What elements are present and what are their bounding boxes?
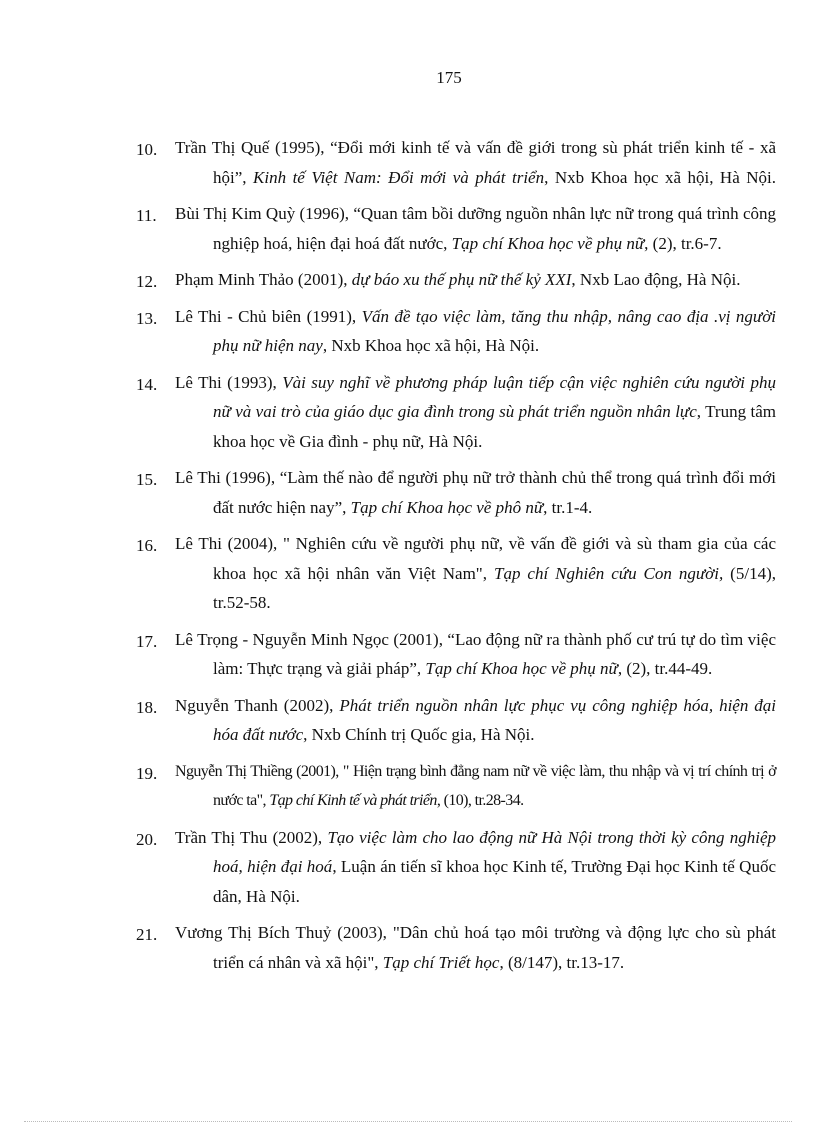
reference-number: 19. bbox=[136, 763, 158, 783]
reference-list bbox=[0, 133, 816, 984]
reference-number: 12. bbox=[136, 272, 158, 291]
reference-author-title: Vương Thị Bích Thuỷ (2003), "Dân chủ hoá tạo môi trường và động lực cho sù phát triển cá nhân và xã hội", bbox=[175, 923, 776, 972]
reference-text bbox=[175, 199, 776, 258]
reference-author-title: Nguyễn Thanh (2002), bbox=[175, 695, 340, 715]
reference-source: Tạp chí Nghiên cứu Con người, bbox=[493, 563, 724, 583]
reference-text bbox=[175, 823, 776, 912]
reference-author-title: Trần Thị Quế (1995), “Đổi mới kinh tế và vấn đề giới trong sù phát triển kinh tế - xã hội”, bbox=[175, 138, 776, 187]
reference-number: 14. bbox=[136, 374, 158, 394]
reference-publisher: , Nxb Khoa học xã hội, Hà Nội. bbox=[544, 167, 776, 187]
reference-publisher: , Nxb Lao động, Hà Nội. bbox=[571, 270, 741, 289]
reference-publisher: , tr.1-4. bbox=[543, 497, 593, 517]
reference-text bbox=[175, 625, 776, 684]
reference-item-13 bbox=[0, 302, 816, 361]
reference-number: 10. bbox=[136, 140, 158, 159]
reference-item-15 bbox=[0, 463, 816, 522]
reference-item-18 bbox=[0, 691, 816, 750]
reference-author-title: Nguyễn Thị Thiềng (2001), " Hiện trạng bình đẳng nam nữ về việc làm, thu nhập và vị trí chính trị ở nước ta", bbox=[175, 762, 776, 809]
reference-text bbox=[175, 918, 776, 977]
reference-text bbox=[175, 368, 776, 457]
reference-publisher: , (2), tr.44-49. bbox=[617, 659, 713, 678]
reference-text bbox=[175, 265, 776, 295]
reference-number: 20. bbox=[136, 829, 158, 849]
reference-publisher: , (8/147), tr.13-17. bbox=[499, 952, 625, 972]
reference-publisher: , (2), tr.6-7. bbox=[644, 233, 722, 253]
reference-author-title: Phạm Minh Thảo (2001), bbox=[175, 270, 352, 289]
reference-text bbox=[175, 302, 776, 361]
reference-text bbox=[175, 691, 776, 750]
reference-item-14 bbox=[0, 368, 816, 457]
reference-item-19 bbox=[0, 757, 816, 816]
reference-publisher: , Trung tâm khoa học về Gia đình - phụ nữ, Hà Nội. bbox=[213, 402, 776, 451]
reference-item-17 bbox=[0, 625, 816, 684]
page-bottom-dotted-rule bbox=[24, 1121, 792, 1122]
reference-number: 18. bbox=[136, 697, 158, 717]
reference-text bbox=[175, 757, 776, 816]
reference-source: Tạo việc làm cho lao động nữ Hà Nội trong thời kỳ công nghiệp hoá, hiện đại hoá bbox=[213, 827, 776, 876]
reference-number: 16. bbox=[136, 536, 158, 555]
reference-item-11 bbox=[0, 199, 816, 258]
reference-number: 15. bbox=[136, 470, 158, 489]
page-number: 175 bbox=[436, 68, 462, 87]
reference-number: 21. bbox=[136, 925, 158, 944]
reference-number: 13. bbox=[136, 308, 158, 328]
reference-text bbox=[175, 529, 776, 618]
reference-author-title: Lê Trọng - Nguyễn Minh Ngọc (2001), “Lao động nữ ra thành phố cư trú tự do tìm việc làm: Thực trạng và giải pháp”, bbox=[175, 629, 776, 678]
reference-text bbox=[175, 463, 776, 522]
reference-author-title: Lê Thi (1993), bbox=[175, 372, 283, 392]
reference-source: Tạp chí Kinh tế và phát triển bbox=[269, 792, 437, 809]
reference-item-10 bbox=[0, 133, 816, 192]
reference-source: Vài suy nghĩ về phương pháp luận tiếp cận việc nghiên cứu người phụ nữ và vai trò của giáo dục gia đình trong sù phát triển nguồn nhân lực bbox=[213, 372, 777, 421]
reference-author-title: Lê Thi - Chủ biên (1991), bbox=[175, 306, 362, 326]
reference-text bbox=[175, 133, 776, 192]
reference-number: 11. bbox=[136, 206, 157, 225]
reference-source: Vấn đề tạo việc làm, tăng thu nhập, nâng cao địa .vị người phụ nữ hiện nay bbox=[213, 306, 776, 355]
reference-source: Tạp chí Khoa học về phụ nữ bbox=[451, 233, 645, 253]
reference-publisher: , Nxb Chính trị Quốc gia, Hà Nội. bbox=[303, 725, 535, 744]
reference-source: dự báo xu thế phụ nữ thế kỷ XXI bbox=[351, 270, 572, 289]
reference-item-20 bbox=[0, 823, 816, 912]
reference-source: Tạp chí Khoa học về phô nữ bbox=[350, 497, 544, 517]
reference-source: Kinh tế Việt Nam: Đổi mới và phát triển bbox=[253, 167, 545, 187]
reference-item-21 bbox=[0, 918, 816, 977]
reference-source: Tạp chí Khoa học về phụ nữ bbox=[425, 659, 618, 678]
reference-source: Phát triển nguồn nhân lực phục vụ công nghiệp hóa, hiện đại hóa đất nước bbox=[213, 695, 776, 744]
reference-item-12 bbox=[0, 265, 816, 295]
reference-author-title: Bùi Thị Kim Quỳ (1996), “Quan tâm bồi dưỡng nguồn nhân lực nữ trong quá trình công nghiệp hoá, hiện đại hoá đất nước, bbox=[175, 204, 776, 253]
reference-publisher: , Nxb Khoa học xã hội, Hà Nội. bbox=[322, 336, 540, 355]
reference-publisher: , (10), tr.28-34. bbox=[436, 792, 524, 809]
reference-source: Tạp chí Triết học bbox=[382, 952, 500, 972]
reference-author-title: Trần Thị Thu (2002), bbox=[175, 827, 328, 847]
reference-item-16 bbox=[0, 529, 816, 618]
reference-number: 17. bbox=[136, 631, 158, 651]
reference-author-title: Lê Thi (1996), “Làm thế nào để người phụ nữ trở thành chủ thể trong quá trình đổi mới đất nước hiện nay”, bbox=[175, 468, 776, 517]
reference-publisher: , Luận án tiến sĩ khoa học Kinh tế, Trường Đại học Kinh tế Quốc dân, Hà Nội. bbox=[213, 857, 776, 906]
reference-author-title: Lê Thi (2004), " Nghiên cứu về người phụ nữ, về vấn đề giới và sù tham gia của các khoa học xã hội nhân văn Việt Nam", bbox=[175, 534, 776, 583]
reference-publisher: (5/14), tr.52-58. bbox=[213, 563, 776, 612]
